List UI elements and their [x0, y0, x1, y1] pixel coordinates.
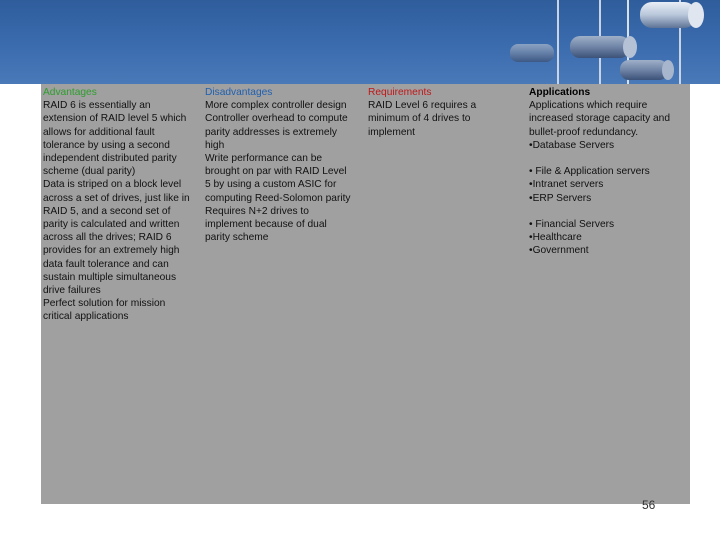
applications-spacer: [529, 152, 687, 165]
disadvantages-line: More complex controller design: [205, 100, 347, 112]
advantages-line: Data is striped on a block level: [43, 179, 182, 191]
applications-heading: Applications: [529, 87, 591, 98]
disadvantages-line: Requires N+2 drives to: [205, 205, 309, 217]
requirements-line: implement: [368, 126, 415, 138]
applications-bullet: •Database Servers: [529, 139, 615, 151]
applications-line: increased storage capacity and: [529, 113, 671, 125]
advantages-line: provides for an extremely high: [43, 245, 180, 257]
disadvantages-column: [205, 86, 365, 244]
disadvantages-line: implement because of dual: [205, 219, 327, 231]
applications-bullet: • Financial Servers: [529, 218, 615, 230]
header-decoration-graphic: [480, 0, 720, 84]
advantages-line: allows for additional fault: [43, 126, 155, 138]
requirements-line: minimum of 4 drives to: [368, 113, 471, 125]
disadvantages-line: brought on par with RAID Level: [205, 166, 347, 178]
applications-line: bullet-proof redundancy.: [529, 126, 639, 138]
disadvantages-line: high: [205, 139, 225, 151]
advantages-line: scheme (dual parity): [43, 166, 136, 178]
requirements-column: [368, 86, 490, 139]
applications-bullet: •Government: [529, 245, 589, 257]
header-banner: [0, 0, 720, 84]
applications-line: Applications which require: [529, 100, 648, 112]
advantages-line: across a set of drives, just like in: [43, 192, 190, 204]
disadvantages-heading: Disadvantages: [205, 87, 273, 98]
advantages-line: RAID 5, and a second set of: [43, 205, 171, 217]
applications-spacer: [529, 205, 687, 218]
applications-bullet: •Healthcare: [529, 232, 582, 244]
disadvantages-line: computing Reed-Solomon parity: [205, 192, 351, 204]
advantages-line: data fault tolerance and can: [43, 258, 169, 270]
disadvantages-line: Write performance can be: [205, 153, 323, 164]
requirements-line: RAID Level 6 requires a: [368, 100, 477, 112]
advantages-line: tolerance by using a second: [43, 139, 170, 151]
advantages-line: critical applications: [43, 311, 129, 323]
applications-column: [529, 86, 687, 258]
advantages-column: [43, 86, 201, 324]
advantages-line: extension of RAID level 5 which: [43, 113, 187, 125]
advantages-line: Perfect solution for mission: [43, 298, 166, 310]
disadvantages-line: 5 by using a custom ASIC for: [205, 179, 337, 191]
disadvantages-line: Controller overhead to compute: [205, 113, 348, 125]
advantages-line: parity is calculated and written: [43, 219, 180, 231]
advantages-line: RAID 6 is essentially an: [43, 100, 151, 112]
advantages-line: across all the drives; RAID 6: [43, 232, 172, 244]
applications-bullet: • File & Application servers: [529, 166, 650, 178]
advantages-line: independent distributed parity: [43, 153, 177, 164]
advantages-heading: Advantages: [43, 87, 97, 98]
disadvantages-line: parity scheme: [205, 232, 269, 244]
requirements-heading: Requirements: [368, 87, 432, 98]
disadvantages-line: parity addresses is extremely: [205, 126, 337, 138]
page-number: 56: [642, 498, 656, 512]
applications-bullet: •Intranet servers: [529, 179, 604, 191]
applications-bullet: •ERP Servers: [529, 192, 592, 204]
advantages-line: drive failures: [43, 285, 101, 297]
advantages-line: sustain multiple simultaneous: [43, 271, 177, 283]
